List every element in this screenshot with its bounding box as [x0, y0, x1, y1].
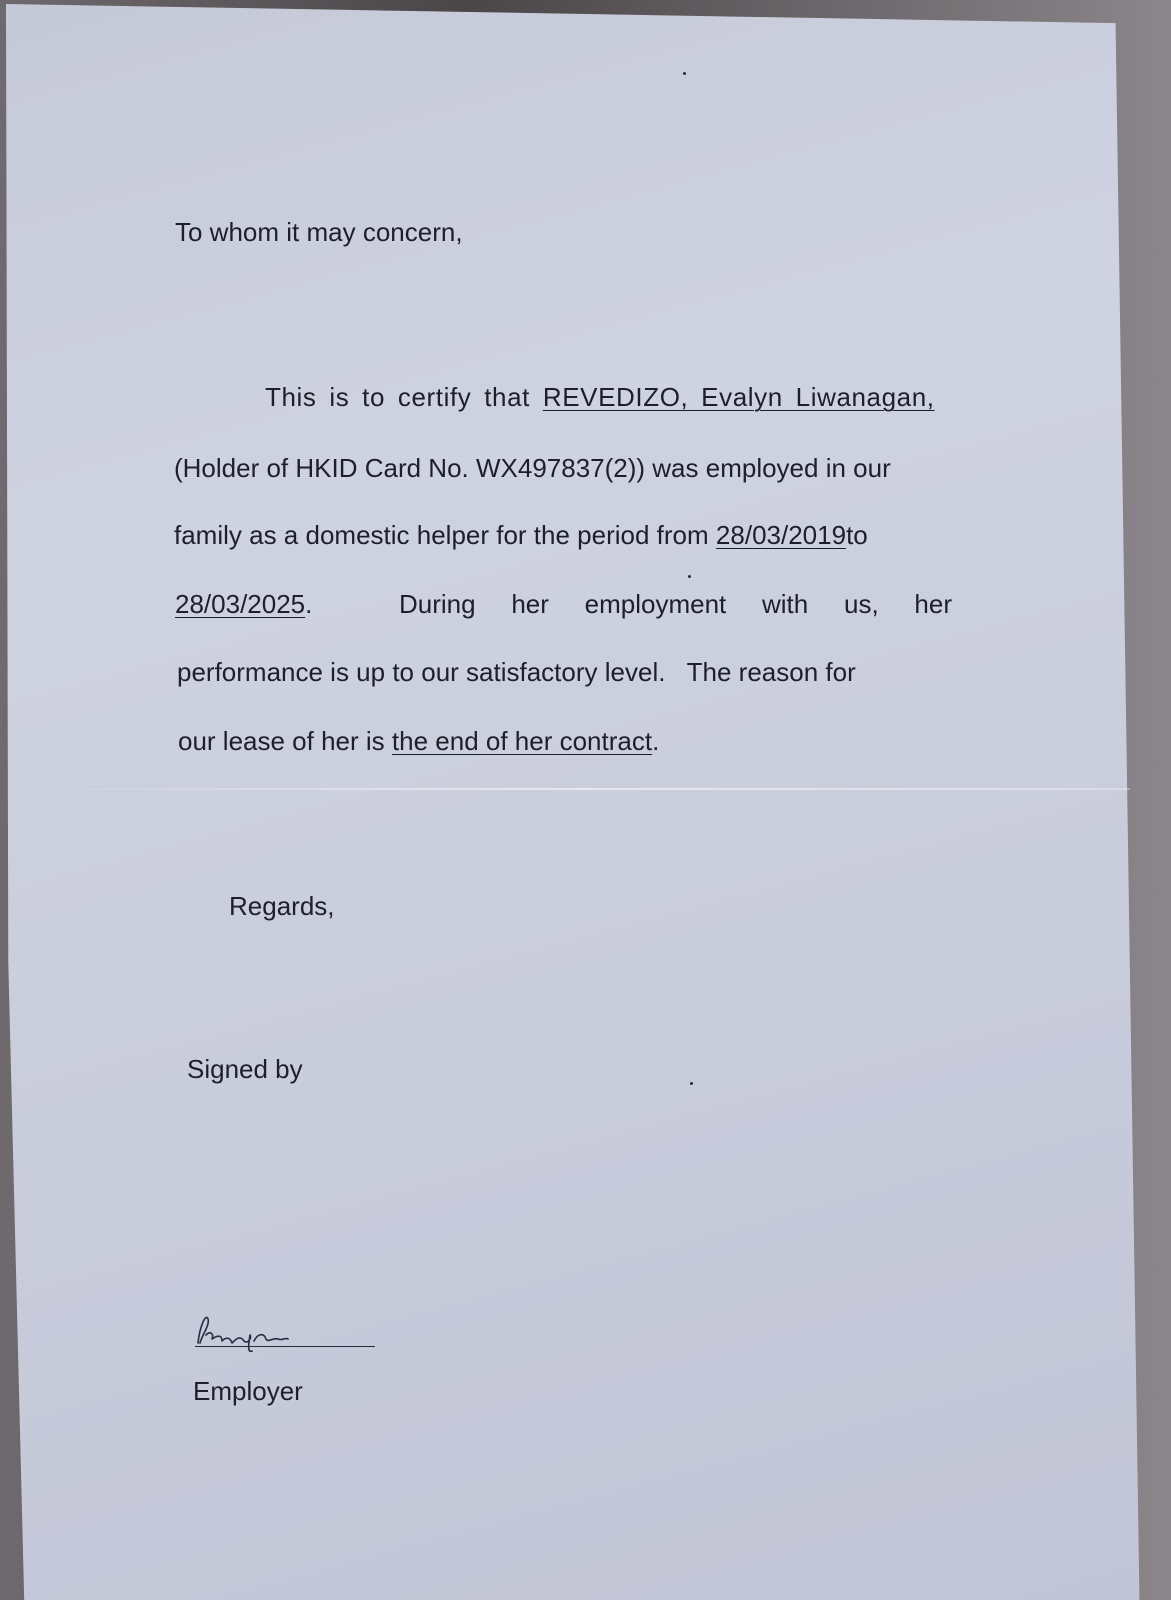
body-line-6-lead: our lease of her is: [178, 726, 385, 756]
end-date-group: [175, 591, 312, 617]
start-date: 28/03/2019: [715, 520, 847, 550]
body-word: with: [762, 589, 809, 619]
handwritten-signature: [192, 1305, 302, 1355]
paper-speck: [690, 1082, 693, 1085]
body-line-6-tail: .: [652, 726, 660, 756]
body-line-5: performance is up to our satisfactory level. The reason for: [177, 657, 856, 687]
signature-line: [195, 1346, 375, 1347]
body-word: employment: [584, 589, 727, 619]
body-line-3-lead: family as a domestic helper for the period from: [174, 520, 709, 550]
body-word: her: [914, 589, 952, 619]
body-line-2: (Holder of HKID Card No. WX497837(2)) was employed in our: [174, 453, 891, 483]
end-date: 28/03/2025: [175, 589, 306, 619]
body-word: us,: [843, 589, 879, 619]
paper-speck: [688, 575, 691, 578]
body-line-3-tail: to: [846, 520, 868, 550]
body-line-4: [399, 591, 952, 617]
employee-name: REVEDIZO, Evalyn Liwanagan,: [542, 382, 935, 412]
closing-regards: Regards,: [229, 891, 335, 921]
body-line-3: [174, 522, 868, 548]
paper-speck: [683, 72, 686, 75]
salutation: To whom it may concern,: [175, 217, 463, 247]
paper-fold-crease: [30, 788, 1130, 790]
body-word: her: [511, 589, 549, 619]
body-word: During: [399, 589, 476, 619]
end-date-punct: .: [305, 589, 313, 619]
signed-by-label: Signed by: [187, 1054, 303, 1084]
signature-caption: Employer: [193, 1376, 303, 1406]
termination-reason: the end of her contract: [391, 726, 653, 756]
body-line-1: [265, 384, 935, 410]
body-line-1-lead: This is to certify that: [265, 382, 530, 412]
body-line-6: [178, 728, 659, 754]
